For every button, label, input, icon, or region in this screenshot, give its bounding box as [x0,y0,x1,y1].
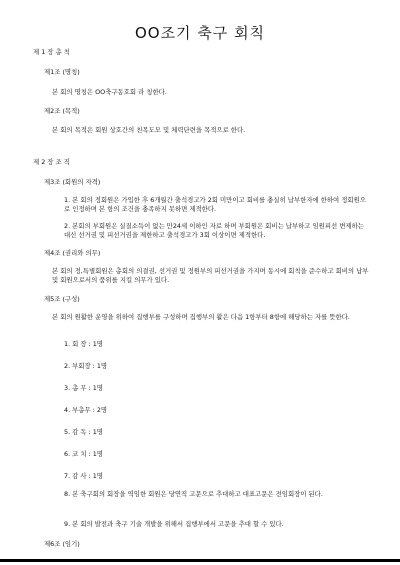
chapter-2-heading: 제 2 장 조 직 [33,158,70,166]
article-1-heading: 제1조 (명칭) [44,68,80,76]
article-1-text: 본 회의 명칭은 OO축구동호회 라 칭한다. [52,88,167,96]
article-5-intro: 본 회의 원활한 운영을 위하여 집행부를 구성하며 집행부의 활은 다음 1항부터 8항에 해당하는 자를 뜻한다. [52,313,350,321]
document-title: OO조기 축구 회칙 [134,24,266,42]
article-3-item-2: 2. 본회의 부회원은 실질소득이 없는 만24세 이하인 자로 하며 부회원은 회비는 납부하고 임원피선 변제하는 대신 선거권 및 피선거권을 제한하고 출석경고가 3회 이상이면 제적한다. [64,222,364,239]
article-3-heading: 제3조 (회원의 자격) [44,178,101,186]
chapter-1-heading: 제 1 장 총 칙 [33,48,70,56]
article-6-heading: 제6조 (임기) [44,540,80,548]
article-5-heading: 제5조 (구성) [44,295,80,303]
article-5-item-7: 7. 감 사 : 1명 [64,472,103,480]
article-5-item-2: 2. 부회장 : 1명 [64,362,108,370]
article-4-text: 본 회의 정,특별회원은 총회의 의결권, 선거권 및 정원부의 피선거권을 가지며 동시에 회칙을 준수하고 회비의 납부 및 회원으로서의 품위를 지킬 의무가 있다. [52,267,369,284]
article-5-item-3: 3. 총 무 : 1명 [64,384,103,392]
article-5-item-1: 1. 회 장 : 1명 [64,340,103,348]
article-5-item-4: 4. 부총무 : 2명 [64,406,108,414]
article-2-text: 본 회의 목적은 회원 상호간의 친목도모 및 체력단련을 목적으로 한다. [52,126,246,134]
article-5-item-9: 9. 본 회의 발전과 축구 기술 개발을 위해서 집행부에서 고문을 추대 할 수 있다. [64,520,284,528]
page-bottom-border [0,559,400,562]
article-5-item-8: 8. 본 축구회의 회장을 역임한 회원은 당연직 고문으로 추대하고 대표고문은 전임회장이 된다. [64,490,323,498]
article-3-item-1: 1. 본 회의 정회원은 가입한 후 6개월간 출석경고가 2회 미만이고 회비를 충실히 납부한자에 한하여 정회원으로 인정하며 본 항의 조건을 충족하지 못하면 제적한다. [64,196,366,213]
article-2-heading: 제2조 (목적) [44,107,80,115]
article-5-item-5: 5. 감 독 : 1명 [64,428,103,436]
article-5-item-6: 6. 코 치 : 1명 [64,450,103,458]
article-4-heading: 제4조 (권리와 의무) [44,249,101,257]
